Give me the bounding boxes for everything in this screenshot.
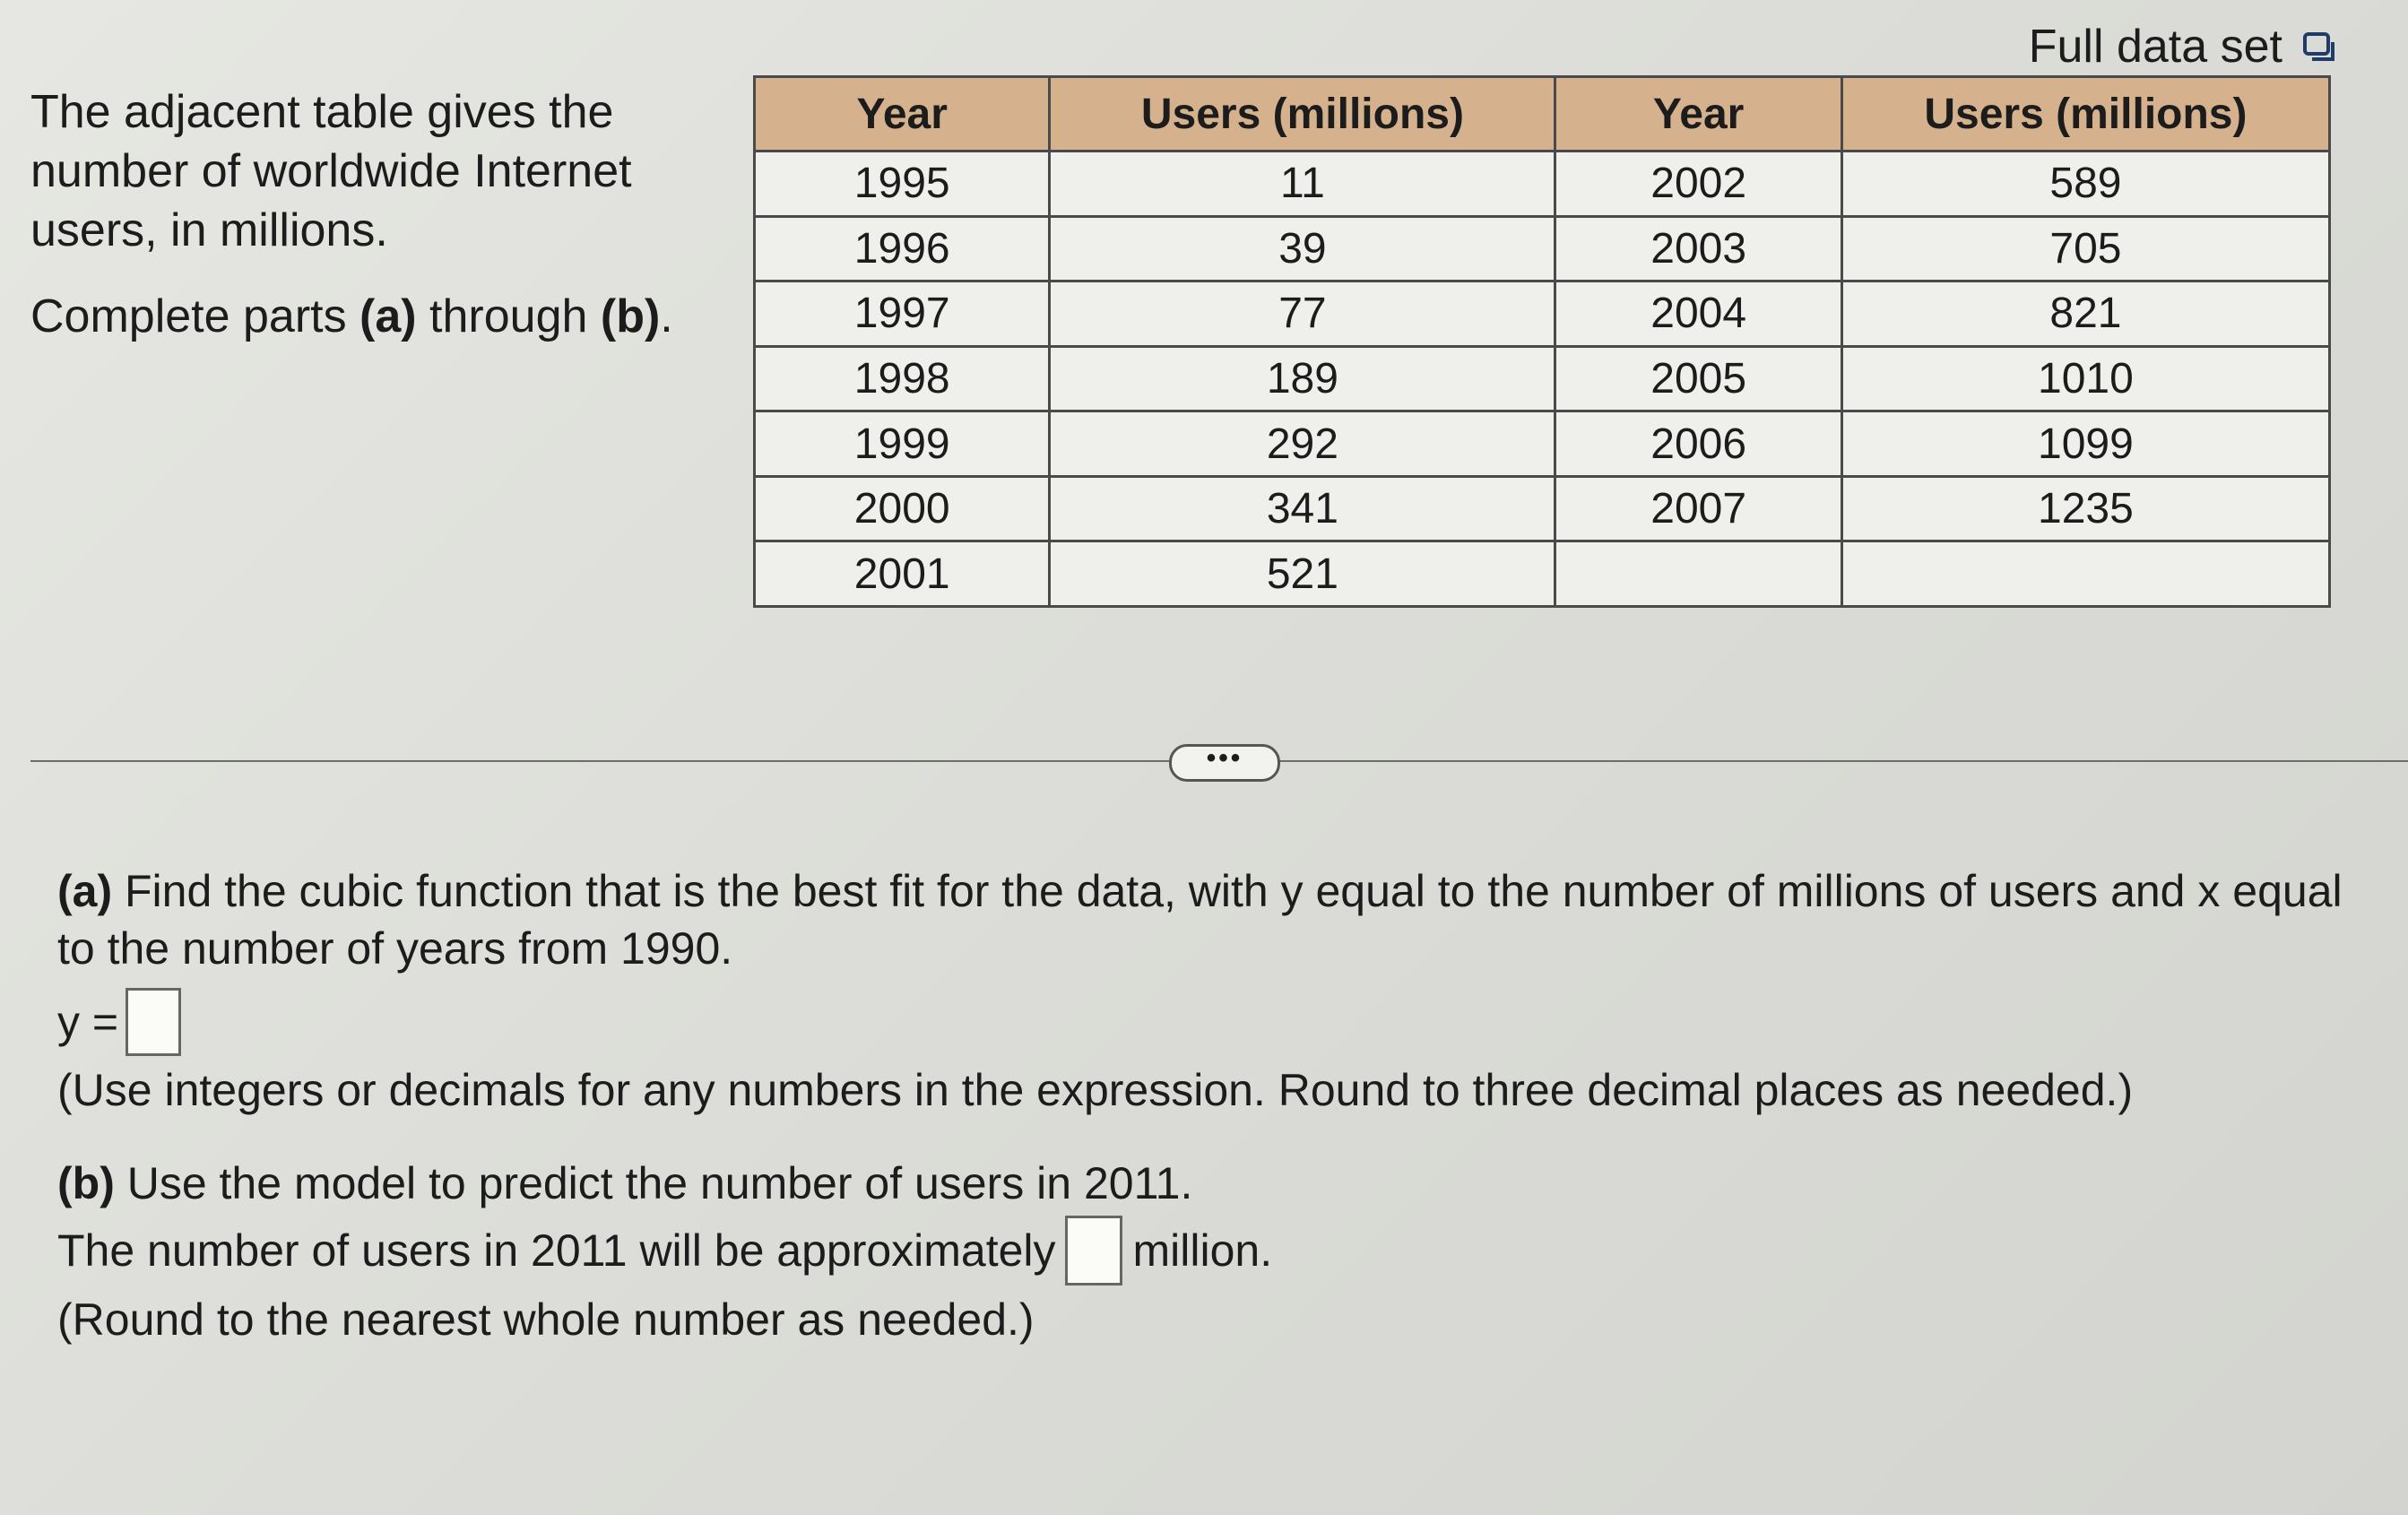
header-users-1: Users (millions) xyxy=(1050,77,1555,152)
table-cell: 77 xyxy=(1050,281,1555,347)
problem-intro xyxy=(30,82,694,346)
table-row xyxy=(755,152,2330,217)
part-a-question-text: Find the cubic function that is the best fit for the data, with y equal to the number of millions of users and x equal to the number of years from 1990. xyxy=(57,866,2343,974)
table-cell: 2004 xyxy=(1555,281,1841,347)
table-cell: 2003 xyxy=(1555,216,1841,281)
table-row xyxy=(755,476,2330,541)
table-cell: 1235 xyxy=(1841,476,2329,541)
prediction-suffix: million. xyxy=(1132,1225,1273,1276)
table-cell: 39 xyxy=(1050,216,1555,281)
table-cell: 1999 xyxy=(755,411,1050,477)
part-b-hint: (Round to the nearest whole number as needed.) xyxy=(57,1294,1035,1345)
problem-instruction xyxy=(30,287,694,346)
instruction-mid: through xyxy=(416,290,601,342)
table-cell: 2001 xyxy=(755,541,1050,607)
table-row xyxy=(755,541,2330,607)
equation-label: y = xyxy=(57,997,119,1047)
prediction-row xyxy=(57,1216,2388,1286)
instruction-suffix: . xyxy=(660,290,673,342)
table-cell: 821 xyxy=(1841,281,2329,347)
prediction-input[interactable] xyxy=(1065,1216,1122,1286)
prediction-prefix: The number of users in 2011 will be approximately xyxy=(57,1225,1056,1276)
table-cell xyxy=(1555,541,1841,607)
full-data-set-link[interactable] xyxy=(2029,20,2336,74)
table-row xyxy=(755,216,2330,281)
table-cell xyxy=(1841,541,2329,607)
table-cell: 705 xyxy=(1841,216,2329,281)
table-row xyxy=(755,411,2330,477)
instruction-prefix: Complete parts xyxy=(30,290,360,342)
table-cell: 292 xyxy=(1050,411,1555,477)
header-users-2: Users (millions) xyxy=(1841,77,2329,152)
table-cell: 11 xyxy=(1050,152,1555,217)
table-cell: 1995 xyxy=(755,152,1050,217)
table-cell: 2006 xyxy=(1555,411,1841,477)
table-cell: 2005 xyxy=(1555,346,1841,411)
table-cell: 2000 xyxy=(755,476,1050,541)
table-cell: 189 xyxy=(1050,346,1555,411)
table-cell: 1010 xyxy=(1841,346,2329,411)
table-row xyxy=(755,346,2330,411)
table-cell: 1099 xyxy=(1841,411,2329,477)
copy-icon[interactable] xyxy=(2302,30,2336,64)
table-cell: 1996 xyxy=(755,216,1050,281)
cubic-function-input[interactable] xyxy=(126,988,181,1056)
part-a-question xyxy=(57,862,2388,977)
part-a-equation-row xyxy=(57,988,2388,1056)
header-year-1: Year xyxy=(755,77,1050,152)
problem-description: The adjacent table gives the number of worldwide Internet users, in millions. xyxy=(30,86,632,256)
table-cell: 1998 xyxy=(755,346,1050,411)
table-cell: 2002 xyxy=(1555,152,1841,217)
table-cell: 1997 xyxy=(755,281,1050,347)
table-header-row xyxy=(755,77,2330,152)
full-data-set-label[interactable]: Full data set xyxy=(2028,21,2282,73)
table-cell: 521 xyxy=(1050,541,1555,607)
table-cell: 589 xyxy=(1841,152,2329,217)
questions-section xyxy=(57,862,2388,1348)
instruction-part-b: (b) xyxy=(600,290,661,342)
table-row xyxy=(755,281,2330,347)
internet-users-table xyxy=(753,75,2331,608)
part-b-label: (b) xyxy=(57,1158,115,1208)
table-cell: 341 xyxy=(1050,476,1555,541)
expand-more-button[interactable]: ••• xyxy=(1169,744,1280,782)
instruction-part-a: (a) xyxy=(359,290,417,342)
part-b-question xyxy=(57,1155,2388,1212)
table-cell: 2007 xyxy=(1555,476,1841,541)
header-year-2: Year xyxy=(1555,77,1841,152)
part-a-label: (a) xyxy=(57,866,113,916)
part-b-question-text: Use the model to predict the number of users in 2011. xyxy=(114,1158,1193,1208)
part-a-hint: (Use integers or decimals for any numbers in the expression. Round to three decimal places as needed.) xyxy=(57,1065,2134,1115)
